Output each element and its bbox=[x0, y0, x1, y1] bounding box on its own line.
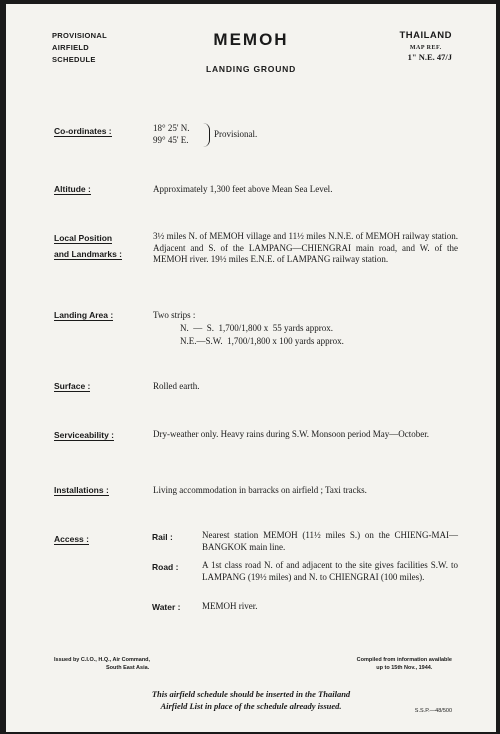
map-ref-label: MAP REF. bbox=[409, 45, 442, 51]
rail-text: Nearest station MEMOH (11½ miles S.) on the CHIENG-MAI—BANGKOK main line. bbox=[202, 530, 458, 552]
print-code: S.S.P.—48/500 bbox=[414, 708, 452, 714]
altitude-label: Altitude : bbox=[54, 184, 91, 194]
road-text: A 1st class road N. of and adjacent to the site gives facilities S.W. to LAMPANG (19½ miles) and N. to CHIENGRAI (100 miles). bbox=[202, 560, 458, 582]
document-page bbox=[6, 4, 496, 732]
serviceability-label: Serviceability : bbox=[54, 430, 115, 440]
surface-text: Rolled earth. bbox=[153, 381, 200, 391]
coordinates-label: Co-ordinates : bbox=[54, 126, 112, 136]
access-label: Access : bbox=[54, 534, 89, 544]
landing-area-intro: Two strips : bbox=[153, 310, 196, 320]
insertion-note-line-2: Airfield List in place of the schedule already issued. bbox=[160, 701, 342, 711]
rail-label: Rail : bbox=[152, 532, 173, 542]
compiled-line-1: Compiled from information available bbox=[356, 657, 452, 663]
coordinates-values bbox=[153, 122, 189, 146]
longitude-value: 99° 45' E. bbox=[153, 135, 189, 145]
installations-text: Living accommodation in barracks on airfield ; Taxi tracks. bbox=[153, 485, 367, 495]
local-position-label: Local Position and Landmarks : bbox=[54, 233, 123, 259]
latitude-value: 18° 25' N. bbox=[153, 123, 190, 133]
issued-by bbox=[54, 656, 150, 672]
water-text: MEMOH river. bbox=[202, 601, 258, 611]
altitude-text: Approximately 1,300 feet above Mean Sea Level. bbox=[153, 184, 333, 194]
strip-north-south: N. — S. 1,700/1,800 x 55 yards approx. bbox=[180, 323, 333, 333]
page-subtitle: LANDING GROUND bbox=[205, 64, 297, 74]
landing-strips bbox=[180, 322, 344, 348]
surface-label: Surface : bbox=[54, 381, 91, 391]
local-position-text: 3½ miles N. of MEMOH village and 11½ miles N.N.E. of MEMOH railway station. Adjacent and S. of the LAMPANG—CHIENGRAI main road, and W. of the MEMOH river. 19½ miles E.N.E. of LAMPANG railway station. bbox=[153, 231, 458, 264]
header-left-line-1: PROVISIONAL bbox=[52, 31, 107, 40]
insertion-note-line-1: This airfield schedule should be inserted in the Thailand bbox=[151, 689, 351, 699]
map-ref-value: 1" N.E. 47/J bbox=[407, 52, 452, 62]
schedule-type-label bbox=[52, 30, 107, 66]
landing-area-label: Landing Area : bbox=[54, 310, 114, 320]
compiled-line-2: up to 15th Nov., 1944. bbox=[376, 665, 433, 671]
issued-by-line-2: South East Asia. bbox=[106, 665, 150, 671]
page-title: MEMOH bbox=[213, 30, 289, 49]
country-label: THAILAND bbox=[399, 30, 452, 41]
strip-northeast-southwest: N.E.—S.W. 1,700/1,800 x 100 yards approx. bbox=[180, 336, 344, 346]
installations-label: Installations : bbox=[54, 485, 109, 495]
water-label: Water : bbox=[152, 602, 181, 612]
brace-icon bbox=[203, 123, 210, 147]
header-left-line-3: SCHEDULE bbox=[52, 55, 96, 64]
insertion-note bbox=[106, 688, 396, 712]
header-center bbox=[166, 30, 336, 74]
issued-by-line-1: Issued by C.I.O., H.Q., Air Command, bbox=[54, 657, 151, 663]
road-label: Road : bbox=[152, 562, 179, 572]
serviceability-text: Dry-weather only. Heavy rains during S.W. Monsoon period May—October. bbox=[153, 429, 430, 439]
coordinates-note: Provisional. bbox=[214, 129, 258, 139]
header-left-line-2: AIRFIELD bbox=[52, 43, 89, 52]
compiled-note bbox=[357, 656, 452, 672]
header-right bbox=[399, 30, 452, 62]
